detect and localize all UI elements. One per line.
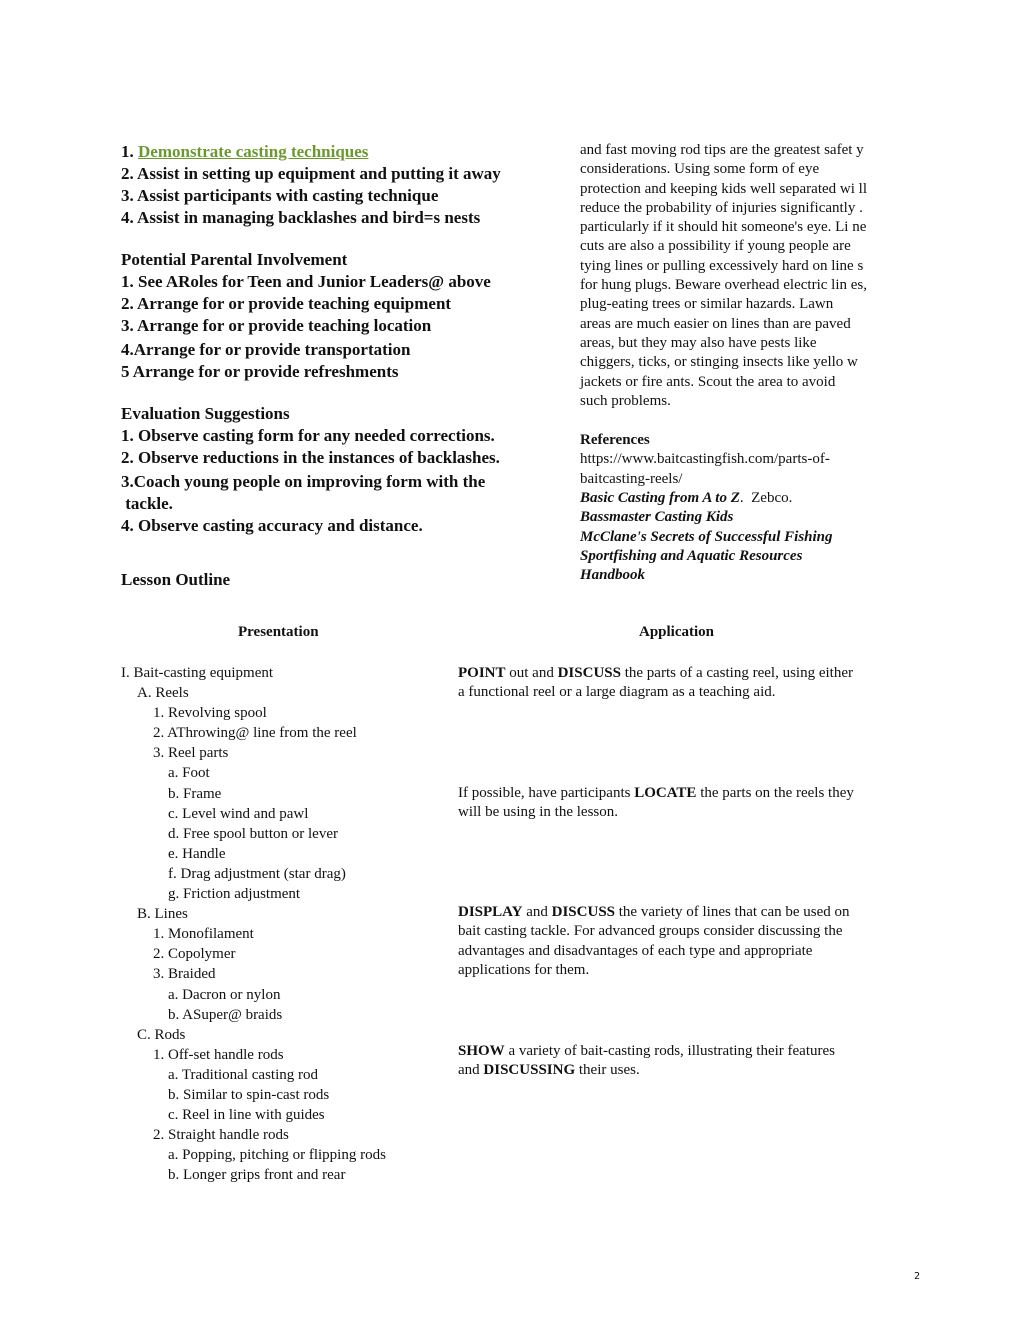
outline-item: d. Free spool button or lever: [168, 825, 338, 842]
app3-line-2: bait casting tackle. For advanced groups consider discussing the: [458, 923, 843, 940]
outline-item: a. Dacron or nylon: [168, 986, 281, 1003]
outline-item: 3. Reel parts: [153, 745, 229, 762]
reference-url-line-1[interactable]: https://www.baitcastingfish.com/parts-of-: [580, 451, 830, 468]
reference-book-4a: Sportfishing and Aquatic Resources: [580, 547, 803, 564]
evaluation-item-3: 3.Coach young people on improving form with the: [121, 472, 486, 491]
outline-item: c. Reel in line with guides: [168, 1107, 325, 1124]
reference-book-1-title: Basic Casting from A to Z: [580, 490, 740, 507]
app2-keyword-locate: LOCATE: [634, 785, 697, 801]
outline-item: b. Frame: [168, 785, 222, 802]
safety-line: for hung plugs. Beware overhead electric lin es,: [580, 277, 867, 294]
outline-item: c. Level wind and pawl: [168, 805, 309, 822]
references-heading: References: [580, 432, 650, 449]
safety-line: tying lines or pulling excessively hard on line s: [580, 257, 864, 274]
app4-keyword-discussing: DISCUSSING: [483, 1062, 576, 1079]
app3-keyword-discuss: DISCUSS: [551, 904, 616, 920]
page-number: 2: [913, 1271, 920, 1282]
app4-text: their uses.: [575, 1062, 640, 1079]
role-item-4: 4. Assist in managing backlashes and bird=s nests: [121, 208, 481, 227]
role-item-3: 3. Assist participants with casting technique: [121, 186, 439, 205]
app4-keyword-show: SHOW: [458, 1043, 505, 1059]
safety-line: such problems.: [580, 392, 671, 409]
app1-keyword-point: POINT: [458, 665, 506, 681]
role-item-2: 2. Assist in setting up equipment and putting it away: [121, 164, 501, 183]
app3-text: the variety of lines that can be used on: [615, 904, 850, 920]
outline-item: 1. Off-set handle rods: [153, 1046, 284, 1063]
outline-item: C. Rods: [137, 1026, 186, 1043]
app3-keyword-display: DISPLAY: [458, 904, 523, 920]
safety-line: reduce the probability of injuries significantly .: [580, 199, 863, 216]
outline-item: b. ASuper@ braids: [168, 1006, 283, 1023]
evaluation-item-4: 4. Observe casting accuracy and distance.: [121, 516, 423, 535]
right-column: [580, 141, 910, 586]
reference-book-1: [580, 489, 910, 508]
application-header: Application: [639, 624, 715, 640]
evaluation-item-2: 2. Observe reductions in the instances of backlashes.: [121, 448, 500, 467]
outline-item: a. Traditional casting rod: [168, 1066, 318, 1083]
safety-paragraph: [580, 141, 910, 411]
application-block-2: [458, 784, 903, 823]
parental-item-2: 2. Arrange for or provide teaching equipment: [121, 294, 452, 313]
safety-line: cuts are also a possibility if young people are: [580, 238, 851, 255]
left-column: [121, 141, 551, 591]
app3-text: and: [522, 904, 552, 920]
app2-text: If possible, have participants: [458, 785, 635, 801]
reference-book-1-publisher: . Zebco.: [739, 490, 793, 507]
outline-item: a. Foot: [168, 765, 210, 782]
parental-item-3: 3. Arrange for or provide teaching location: [121, 316, 432, 335]
app3-line-3: advantages and disadvantages of each type and appropriate: [458, 942, 813, 959]
evaluation-item-1: 1. Observe casting form for any needed corrections.: [121, 426, 495, 445]
safety-line: protection and keeping kids well separated wi ll: [580, 180, 867, 197]
presentation-header: Presentation: [238, 624, 319, 640]
outline-item: f. Drag adjustment (star drag): [168, 865, 346, 882]
app2-line-2: will be using in the lesson.: [458, 804, 618, 821]
reference-book-4b: Handbook: [580, 567, 646, 584]
outline-item: 3. Braided: [153, 966, 216, 983]
application-block-3: [458, 903, 903, 980]
parental-heading: Potential Parental Involvement: [121, 250, 348, 269]
outline-item: B. Lines: [137, 906, 188, 923]
outline-item: I. Bait-casting equipment: [121, 665, 274, 681]
app4-text: and: [458, 1062, 484, 1079]
app3-line-4: applications for them.: [458, 961, 590, 978]
app1-text: the parts of a casting reel, using either: [620, 665, 853, 681]
safety-line: particularly if it should hit someone's eye. Li ne: [580, 219, 867, 236]
role-item-1: [121, 141, 551, 163]
safety-line: areas, but they may also have pests like: [580, 334, 817, 351]
safety-line: plug-eating trees or similar hazards. Lawn: [580, 296, 834, 313]
app4-text: a variety of bait-casting rods, illustrating their features: [504, 1043, 835, 1059]
application-block-4: [458, 1042, 903, 1081]
lesson-outline-heading: Lesson Outline: [121, 570, 231, 589]
safety-line: chiggers, ticks, or stinging insects like yello w: [580, 354, 858, 371]
safety-line: considerations. Using some form of eye: [580, 161, 820, 178]
reference-book-3: McClane's Secrets of Successful Fishing: [580, 528, 833, 545]
outline-item: b. Longer grips front and rear: [168, 1167, 346, 1184]
application-block-1: [458, 664, 903, 703]
app1-line-2: a functional reel or a large diagram as a teaching aid.: [458, 684, 776, 701]
safety-line: and fast moving rod tips are the greatest safet y: [580, 142, 864, 158]
evaluation-item-3-cont: tackle.: [121, 494, 173, 513]
outline-item: a. Popping, pitching or flipping rods: [168, 1147, 386, 1164]
parental-item-1: 1. See ARoles for Teen and Junior Leaders@ above: [121, 272, 491, 291]
outline-item: 2. Copolymer: [153, 946, 236, 963]
evaluation-heading: Evaluation Suggestions: [121, 404, 290, 423]
demonstrate-casting-link[interactable]: Demonstrate casting techniques: [138, 142, 369, 161]
outline-item: A. Reels: [137, 685, 189, 702]
presentation-outline: [121, 663, 386, 1185]
parental-item-4: 4.Arrange for or provide transportation: [121, 340, 411, 359]
app1-keyword-discuss: DISCUSS: [557, 665, 621, 681]
safety-line: jackets or fire ants. Scout the area to avoid: [580, 373, 836, 390]
reference-book-2: Bassmaster Casting Kids: [580, 509, 734, 526]
safety-line: areas are much easier on lines than are paved: [580, 315, 851, 332]
outline-item: b. Similar to spin-cast rods: [168, 1086, 330, 1103]
parental-item-5: 5 Arrange for or provide refreshments: [121, 362, 399, 381]
app2-text: the parts on the reels they: [696, 785, 854, 801]
outline-item: g. Friction adjustment: [168, 886, 301, 903]
role-item-1-number: 1.: [121, 142, 138, 161]
outline-item: 2. Straight handle rods: [153, 1127, 289, 1144]
outline-item: 1. Monofilament: [153, 926, 254, 943]
outline-item: e. Handle: [168, 845, 226, 862]
outline-item: 1. Revolving spool: [153, 705, 267, 722]
reference-url-line-2[interactable]: baitcasting-reels/: [580, 470, 683, 487]
outline-item: 2. AThrowing@ line from the reel: [153, 725, 357, 742]
app1-text: out and: [505, 665, 558, 681]
